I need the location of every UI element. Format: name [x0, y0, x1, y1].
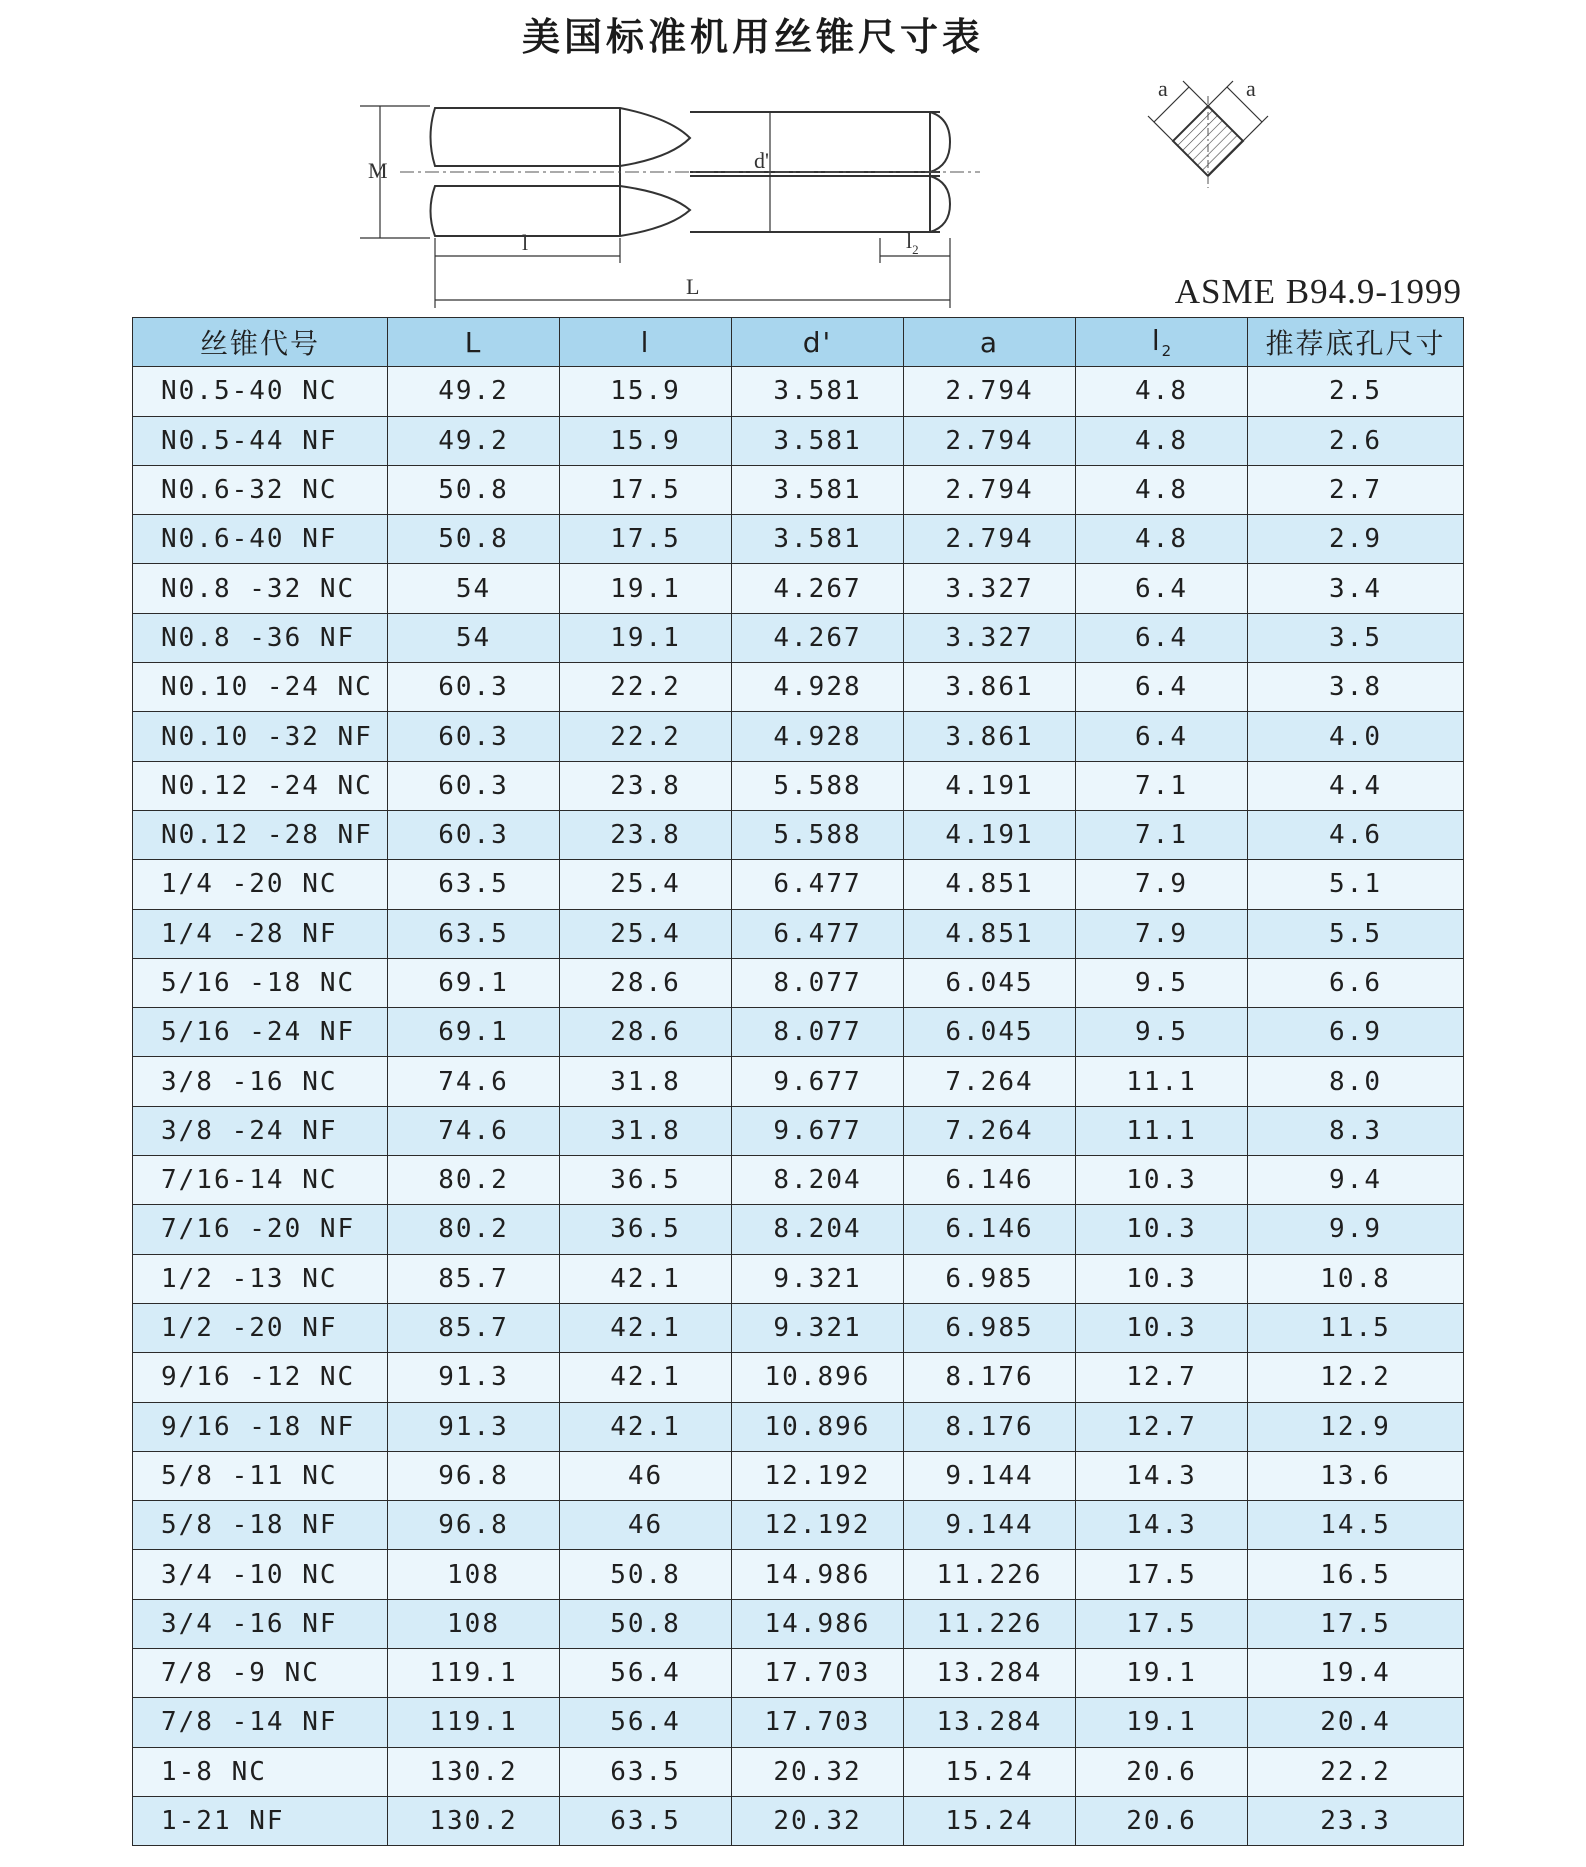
- cell-tap-code: 1/4 -28 NF: [133, 909, 388, 958]
- cell-tap-code: 7/8 -9 NC: [133, 1649, 388, 1698]
- cell-tap-code: N0.8 -36 NF: [133, 613, 388, 662]
- header-square-length: $l_2$: [1076, 318, 1248, 367]
- cell-tap-code: N0.5-44 NF: [133, 416, 388, 465]
- cell-square-length: 11.1: [1076, 1057, 1248, 1106]
- dim-label-d: d': [754, 148, 769, 173]
- cell-square-size: 8.176: [904, 1353, 1076, 1402]
- cell-total-length: 69.1: [388, 1008, 560, 1057]
- table-row: [133, 1698, 1464, 1747]
- cell-square-size: 2.794: [904, 465, 1076, 514]
- cell-shank-diameter: 3.581: [732, 515, 904, 564]
- cell-recommended-drill: 12.2: [1248, 1353, 1464, 1402]
- cell-total-length: 60.3: [388, 810, 560, 859]
- table-row: [133, 909, 1464, 958]
- cell-recommended-drill: 4.6: [1248, 810, 1464, 859]
- cell-thread-length: 46: [560, 1501, 732, 1550]
- cell-square-length: 20.6: [1076, 1747, 1248, 1796]
- cell-square-size: 3.861: [904, 663, 1076, 712]
- table-row: [133, 515, 1464, 564]
- tap-dimension-drawing: [340, 88, 1040, 318]
- cell-tap-code: 5/16 -24 NF: [133, 1008, 388, 1057]
- cell-square-length: 7.9: [1076, 909, 1248, 958]
- cell-shank-diameter: 20.32: [732, 1796, 904, 1845]
- cell-square-length: 12.7: [1076, 1353, 1248, 1402]
- table-row: [133, 1254, 1464, 1303]
- cell-recommended-drill: 2.5: [1248, 367, 1464, 416]
- cell-square-size: 6.985: [904, 1254, 1076, 1303]
- table-row: [133, 465, 1464, 514]
- cell-thread-length: 19.1: [560, 613, 732, 662]
- cell-total-length: 49.2: [388, 416, 560, 465]
- cell-total-length: 74.6: [388, 1057, 560, 1106]
- cell-thread-length: 25.4: [560, 860, 732, 909]
- cell-thread-length: 42.1: [560, 1402, 732, 1451]
- cell-square-length: 19.1: [1076, 1698, 1248, 1747]
- cell-square-size: 11.226: [904, 1550, 1076, 1599]
- cell-total-length: 85.7: [388, 1303, 560, 1352]
- cell-tap-code: 5/16 -18 NC: [133, 958, 388, 1007]
- cell-tap-code: 1-8 NC: [133, 1747, 388, 1796]
- cell-shank-diameter: 3.581: [732, 416, 904, 465]
- cell-thread-length: 15.9: [560, 416, 732, 465]
- table-row: [133, 1205, 1464, 1254]
- table-row: [133, 1106, 1464, 1155]
- cell-shank-diameter: 5.588: [732, 810, 904, 859]
- cell-thread-length: 17.5: [560, 465, 732, 514]
- header-square-size: a: [904, 318, 1076, 367]
- cell-square-size: 4.851: [904, 860, 1076, 909]
- cell-recommended-drill: 11.5: [1248, 1303, 1464, 1352]
- cell-square-size: 2.794: [904, 367, 1076, 416]
- cell-square-size: 8.176: [904, 1402, 1076, 1451]
- cell-thread-length: 31.8: [560, 1057, 732, 1106]
- cell-recommended-drill: 8.0: [1248, 1057, 1464, 1106]
- cell-thread-length: 36.5: [560, 1156, 732, 1205]
- table-row: [133, 613, 1464, 662]
- cell-square-length: 17.5: [1076, 1599, 1248, 1648]
- cell-tap-code: 5/8 -11 NC: [133, 1451, 388, 1500]
- table-row: [133, 663, 1464, 712]
- cell-square-length: 4.8: [1076, 465, 1248, 514]
- table-row: [133, 1501, 1464, 1550]
- cell-thread-length: 50.8: [560, 1550, 732, 1599]
- cell-square-size: 3.861: [904, 712, 1076, 761]
- cell-tap-code: 3/8 -16 NC: [133, 1057, 388, 1106]
- cell-recommended-drill: 2.6: [1248, 416, 1464, 465]
- cell-total-length: 80.2: [388, 1205, 560, 1254]
- table-header-row: [133, 318, 1464, 367]
- cell-recommended-drill: 22.2: [1248, 1747, 1464, 1796]
- cell-square-length: 10.3: [1076, 1303, 1248, 1352]
- cell-shank-diameter: 12.192: [732, 1451, 904, 1500]
- table-row: [133, 712, 1464, 761]
- cell-square-length: 4.8: [1076, 416, 1248, 465]
- cell-recommended-drill: 14.5: [1248, 1501, 1464, 1550]
- cell-shank-diameter: 6.477: [732, 909, 904, 958]
- table-row: [133, 1353, 1464, 1402]
- table-row: [133, 367, 1464, 416]
- cell-total-length: 119.1: [388, 1649, 560, 1698]
- cell-recommended-drill: 5.1: [1248, 860, 1464, 909]
- cell-recommended-drill: 8.3: [1248, 1106, 1464, 1155]
- cell-shank-diameter: 3.581: [732, 465, 904, 514]
- cell-square-length: 7.1: [1076, 810, 1248, 859]
- cell-thread-length: 50.8: [560, 1599, 732, 1648]
- cell-thread-length: 19.1: [560, 564, 732, 613]
- cell-thread-length: 42.1: [560, 1303, 732, 1352]
- cell-shank-diameter: 9.677: [732, 1106, 904, 1155]
- cell-shank-diameter: 3.581: [732, 367, 904, 416]
- table-row: [133, 761, 1464, 810]
- cell-tap-code: 7/16 -20 NF: [133, 1205, 388, 1254]
- cell-total-length: 96.8: [388, 1451, 560, 1500]
- cell-thread-length: 25.4: [560, 909, 732, 958]
- section-label-a-right: a: [1246, 76, 1256, 101]
- cell-shank-diameter: 4.928: [732, 663, 904, 712]
- cell-square-length: 11.1: [1076, 1106, 1248, 1155]
- cell-thread-length: 22.2: [560, 712, 732, 761]
- cell-square-length: 9.5: [1076, 1008, 1248, 1057]
- cell-shank-diameter: 17.703: [732, 1649, 904, 1698]
- dim-label-l: l: [522, 230, 529, 255]
- table-row: [133, 1649, 1464, 1698]
- cell-total-length: 49.2: [388, 367, 560, 416]
- cell-thread-length: 22.2: [560, 663, 732, 712]
- cell-recommended-drill: 2.7: [1248, 465, 1464, 514]
- cell-thread-length: 36.5: [560, 1205, 732, 1254]
- cell-shank-diameter: 14.986: [732, 1599, 904, 1648]
- table-row: [133, 1796, 1464, 1845]
- cell-shank-diameter: 9.321: [732, 1254, 904, 1303]
- cell-tap-code: 5/8 -18 NF: [133, 1501, 388, 1550]
- cell-thread-length: 15.9: [560, 367, 732, 416]
- table-row: [133, 860, 1464, 909]
- cell-total-length: 63.5: [388, 860, 560, 909]
- table-row: [133, 1402, 1464, 1451]
- cell-square-length: 12.7: [1076, 1402, 1248, 1451]
- dim-label-l2: $l_2$: [906, 228, 919, 257]
- square-section-drawing: [1128, 66, 1288, 196]
- cell-thread-length: 17.5: [560, 515, 732, 564]
- section-label-a-left: a: [1158, 76, 1168, 101]
- cell-shank-diameter: 17.703: [732, 1698, 904, 1747]
- cell-tap-code: 7/16-14 NC: [133, 1156, 388, 1205]
- cell-square-length: 10.3: [1076, 1205, 1248, 1254]
- cell-square-size: 2.794: [904, 416, 1076, 465]
- cell-recommended-drill: 19.4: [1248, 1649, 1464, 1698]
- table-row: [133, 1156, 1464, 1205]
- cell-square-size: 4.191: [904, 810, 1076, 859]
- header-total-length: L: [388, 318, 560, 367]
- cell-square-size: 11.226: [904, 1599, 1076, 1648]
- cell-tap-code: N0.6-32 NC: [133, 465, 388, 514]
- cell-recommended-drill: 9.4: [1248, 1156, 1464, 1205]
- cell-shank-diameter: 20.32: [732, 1747, 904, 1796]
- cell-square-size: 13.284: [904, 1649, 1076, 1698]
- cell-square-size: 6.985: [904, 1303, 1076, 1352]
- table-row: [133, 1599, 1464, 1648]
- cell-square-length: 7.1: [1076, 761, 1248, 810]
- cell-square-length: 7.9: [1076, 860, 1248, 909]
- cell-total-length: 91.3: [388, 1353, 560, 1402]
- cell-tap-code: 3/4 -10 NC: [133, 1550, 388, 1599]
- cell-total-length: 130.2: [388, 1796, 560, 1845]
- cell-square-size: 13.284: [904, 1698, 1076, 1747]
- table-row: [133, 1451, 1464, 1500]
- cell-total-length: 54: [388, 613, 560, 662]
- cell-thread-length: 56.4: [560, 1698, 732, 1747]
- cell-tap-code: 1/2 -13 NC: [133, 1254, 388, 1303]
- page-title: 美国标准机用丝锥尺寸表: [521, 15, 984, 59]
- cell-total-length: 119.1: [388, 1698, 560, 1747]
- cell-shank-diameter: 8.204: [732, 1205, 904, 1254]
- cell-recommended-drill: 12.9: [1248, 1402, 1464, 1451]
- cell-total-length: 60.3: [388, 663, 560, 712]
- header-shank-diameter: d': [732, 318, 904, 367]
- cell-square-size: 7.264: [904, 1106, 1076, 1155]
- cell-square-length: 4.8: [1076, 515, 1248, 564]
- standard-reference: ASME B94.9-1999: [1174, 272, 1462, 311]
- cell-thread-length: 42.1: [560, 1353, 732, 1402]
- cell-square-size: 4.191: [904, 761, 1076, 810]
- table-row: [133, 416, 1464, 465]
- header-tap-code: 丝锥代号: [133, 318, 388, 367]
- cell-recommended-drill: 4.0: [1248, 712, 1464, 761]
- table-row: [133, 1747, 1464, 1796]
- cell-recommended-drill: 4.4: [1248, 761, 1464, 810]
- cell-total-length: 74.6: [388, 1106, 560, 1155]
- cell-shank-diameter: 8.077: [732, 958, 904, 1007]
- cell-total-length: 50.8: [388, 465, 560, 514]
- dim-label-total-length: L: [686, 274, 700, 299]
- cell-total-length: 108: [388, 1550, 560, 1599]
- cell-shank-diameter: 10.896: [732, 1402, 904, 1451]
- cell-shank-diameter: 4.267: [732, 564, 904, 613]
- cell-square-size: 9.144: [904, 1451, 1076, 1500]
- cell-total-length: 60.3: [388, 761, 560, 810]
- cell-total-length: 85.7: [388, 1254, 560, 1303]
- cell-square-size: 9.144: [904, 1501, 1076, 1550]
- cell-recommended-drill: 17.5: [1248, 1599, 1464, 1648]
- cell-square-length: 14.3: [1076, 1451, 1248, 1500]
- cell-tap-code: 7/8 -14 NF: [133, 1698, 388, 1747]
- cell-recommended-drill: 16.5: [1248, 1550, 1464, 1599]
- cell-square-length: 10.3: [1076, 1254, 1248, 1303]
- cell-thread-length: 63.5: [560, 1796, 732, 1845]
- table-row: [133, 958, 1464, 1007]
- cell-total-length: 130.2: [388, 1747, 560, 1796]
- cell-shank-diameter: 4.928: [732, 712, 904, 761]
- cell-square-length: 6.4: [1076, 613, 1248, 662]
- cell-thread-length: 31.8: [560, 1106, 732, 1155]
- cell-tap-code: N0.12 -24 NC: [133, 761, 388, 810]
- cell-shank-diameter: 5.588: [732, 761, 904, 810]
- cell-tap-code: 1-21 NF: [133, 1796, 388, 1845]
- cell-square-size: 15.24: [904, 1796, 1076, 1845]
- cell-thread-length: 28.6: [560, 958, 732, 1007]
- cell-square-size: 3.327: [904, 564, 1076, 613]
- cell-tap-code: N0.8 -32 NC: [133, 564, 388, 613]
- cell-shank-diameter: 6.477: [732, 860, 904, 909]
- cell-recommended-drill: 3.8: [1248, 663, 1464, 712]
- table-row: [133, 564, 1464, 613]
- cell-square-size: 3.327: [904, 613, 1076, 662]
- cell-total-length: 96.8: [388, 1501, 560, 1550]
- cell-recommended-drill: 13.6: [1248, 1451, 1464, 1500]
- cell-square-length: 9.5: [1076, 958, 1248, 1007]
- cell-square-size: 15.24: [904, 1747, 1076, 1796]
- table-row: [133, 1057, 1464, 1106]
- cell-tap-code: N0.10 -32 NF: [133, 712, 388, 761]
- cell-square-length: 20.6: [1076, 1796, 1248, 1845]
- cell-square-length: 4.8: [1076, 367, 1248, 416]
- table-row: [133, 1550, 1464, 1599]
- cell-recommended-drill: 10.8: [1248, 1254, 1464, 1303]
- cell-square-length: 6.4: [1076, 663, 1248, 712]
- cell-total-length: 63.5: [388, 909, 560, 958]
- cell-shank-diameter: 8.077: [732, 1008, 904, 1057]
- header-recommended-drill: 推荐底孔尺寸: [1248, 318, 1464, 367]
- cell-square-length: 6.4: [1076, 712, 1248, 761]
- cell-thread-length: 23.8: [560, 761, 732, 810]
- cell-shank-diameter: 12.192: [732, 1501, 904, 1550]
- cell-tap-code: 1/2 -20 NF: [133, 1303, 388, 1352]
- cell-thread-length: 56.4: [560, 1649, 732, 1698]
- cell-square-length: 19.1: [1076, 1649, 1248, 1698]
- cell-thread-length: 46: [560, 1451, 732, 1500]
- cell-tap-code: 3/8 -24 NF: [133, 1106, 388, 1155]
- cell-tap-code: 3/4 -16 NF: [133, 1599, 388, 1648]
- cell-tap-code: N0.12 -28 NF: [133, 810, 388, 859]
- cell-shank-diameter: 9.677: [732, 1057, 904, 1106]
- cell-total-length: 91.3: [388, 1402, 560, 1451]
- cell-recommended-drill: 2.9: [1248, 515, 1464, 564]
- cell-total-length: 50.8: [388, 515, 560, 564]
- cell-recommended-drill: 3.5: [1248, 613, 1464, 662]
- cell-square-length: 17.5: [1076, 1550, 1248, 1599]
- cell-square-size: 7.264: [904, 1057, 1076, 1106]
- cell-tap-code: 1/4 -20 NC: [133, 860, 388, 909]
- tap-dimension-table: [132, 317, 1464, 1846]
- table-row: [133, 1303, 1464, 1352]
- cell-tap-code: 9/16 -18 NF: [133, 1402, 388, 1451]
- cell-total-length: 69.1: [388, 958, 560, 1007]
- cell-square-size: 6.146: [904, 1205, 1076, 1254]
- cell-square-length: 6.4: [1076, 564, 1248, 613]
- cell-shank-diameter: 14.986: [732, 1550, 904, 1599]
- cell-square-size: 4.851: [904, 909, 1076, 958]
- cell-shank-diameter: 10.896: [732, 1353, 904, 1402]
- cell-square-size: 2.794: [904, 515, 1076, 564]
- cell-tap-code: 9/16 -12 NC: [133, 1353, 388, 1402]
- cell-recommended-drill: 6.9: [1248, 1008, 1464, 1057]
- cell-thread-length: 63.5: [560, 1747, 732, 1796]
- cell-square-size: 6.146: [904, 1156, 1076, 1205]
- cell-square-length: 10.3: [1076, 1156, 1248, 1205]
- header-thread-length: l: [560, 318, 732, 367]
- cell-thread-length: 42.1: [560, 1254, 732, 1303]
- cell-thread-length: 28.6: [560, 1008, 732, 1057]
- cell-recommended-drill: 6.6: [1248, 958, 1464, 1007]
- cell-tap-code: N0.5-40 NC: [133, 367, 388, 416]
- cell-tap-code: N0.6-40 NF: [133, 515, 388, 564]
- table-row: [133, 1008, 1464, 1057]
- cell-recommended-drill: 5.5: [1248, 909, 1464, 958]
- table-row: [133, 810, 1464, 859]
- cell-square-size: 6.045: [904, 1008, 1076, 1057]
- cell-square-size: 6.045: [904, 958, 1076, 1007]
- cell-total-length: 80.2: [388, 1156, 560, 1205]
- cell-tap-code: N0.10 -24 NC: [133, 663, 388, 712]
- cell-recommended-drill: 3.4: [1248, 564, 1464, 613]
- cell-recommended-drill: 20.4: [1248, 1698, 1464, 1747]
- cell-shank-diameter: 8.204: [732, 1156, 904, 1205]
- cell-shank-diameter: 4.267: [732, 613, 904, 662]
- cell-shank-diameter: 9.321: [732, 1303, 904, 1352]
- cell-total-length: 54: [388, 564, 560, 613]
- dim-label-m: M: [368, 158, 388, 183]
- cell-recommended-drill: 23.3: [1248, 1796, 1464, 1845]
- cell-total-length: 60.3: [388, 712, 560, 761]
- cell-recommended-drill: 9.9: [1248, 1205, 1464, 1254]
- cell-square-length: 14.3: [1076, 1501, 1248, 1550]
- cell-thread-length: 23.8: [560, 810, 732, 859]
- cell-total-length: 108: [388, 1599, 560, 1648]
